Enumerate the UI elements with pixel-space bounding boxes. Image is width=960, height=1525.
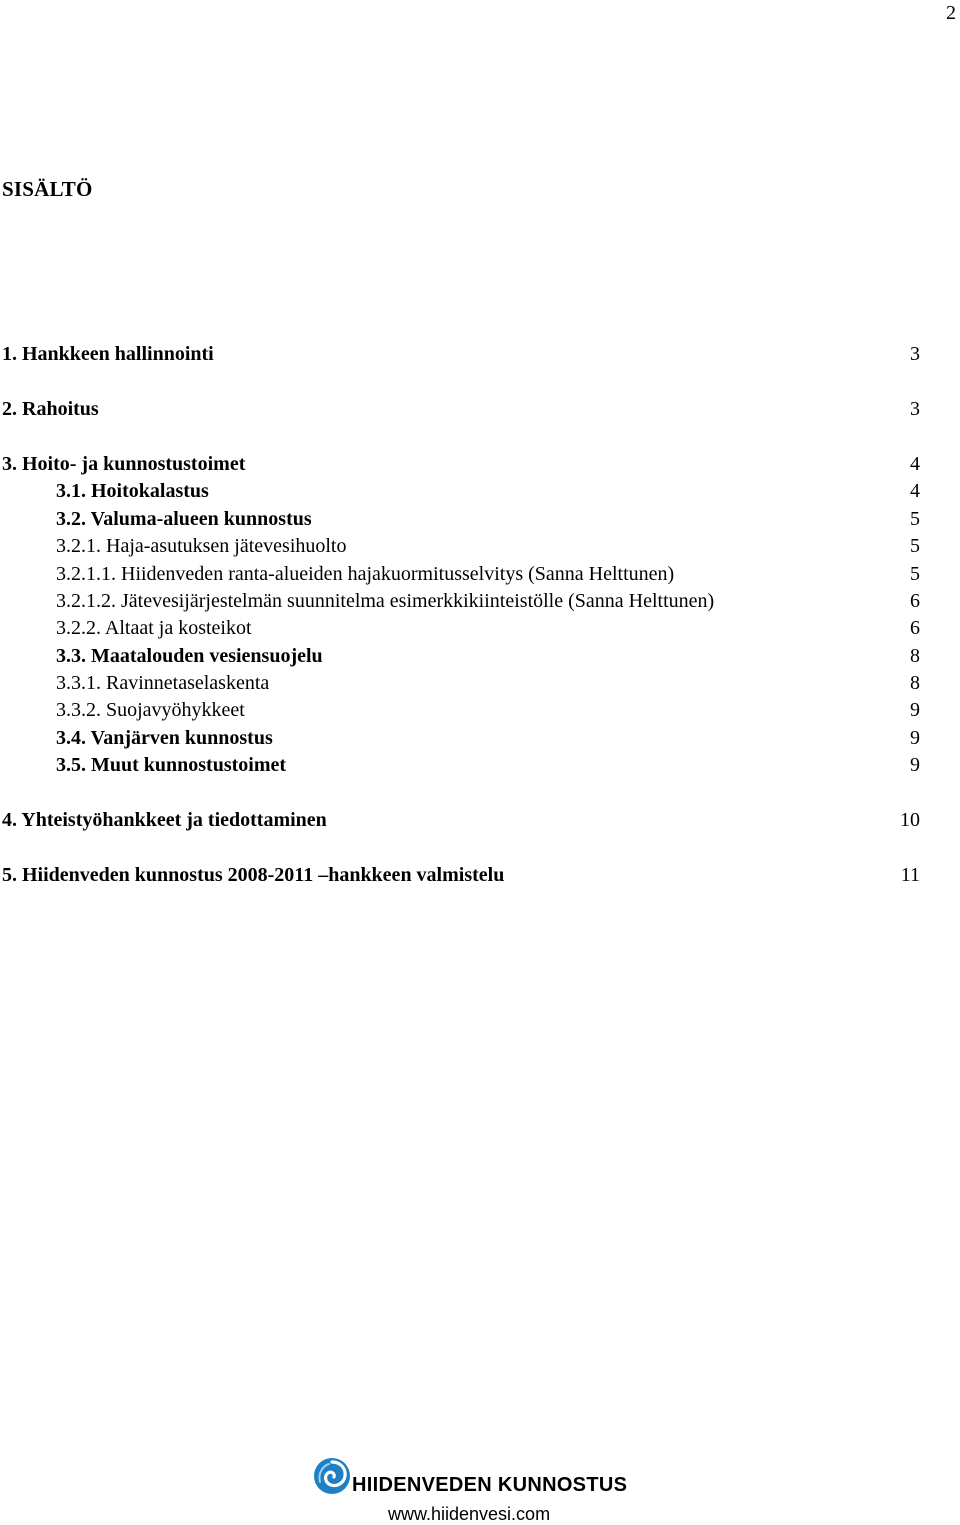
- toc-entry: [0, 478, 960, 505]
- toc-entry-label: 3.1. Hoitokalastus: [56, 480, 209, 503]
- toc-entry-page: 8: [910, 644, 920, 667]
- toc-entry-label: 3.4. Vanjärven kunnostus: [56, 726, 273, 749]
- toc-entry-label: 3. Hoito- ja kunnostustoimet: [2, 452, 246, 475]
- toc-entry: [0, 643, 960, 670]
- toc-entry: [0, 533, 960, 560]
- toc-entry-label: 3.3.1. Ravinnetaselaskenta: [56, 672, 270, 695]
- footer: [312, 1456, 652, 1524]
- toc-entry-label: 3.5. Muut kunnostustoimet: [56, 754, 287, 777]
- toc-entry-page: 8: [910, 672, 920, 695]
- toc-entry: [0, 341, 960, 368]
- toc-entry-label: 4. Yhteistyöhankkeet ja tiedottaminen: [2, 809, 327, 832]
- toc-entry: [0, 862, 960, 889]
- website-url: www.hiidenvesi.com: [388, 1504, 551, 1524]
- toc-entry: [0, 451, 960, 478]
- toc-entry-label: 3.2.1.2. Jätevesijärjestelmän suunnitelma esimerkkikiinteistölle (Sanna Helttunen): [56, 589, 715, 612]
- toc-entry-label: 3.2.2. Altaat ja kosteikot: [56, 617, 252, 640]
- toc-entry: [0, 670, 960, 697]
- toc-title: SISÄLTÖ: [2, 177, 93, 201]
- page-number: 2: [946, 2, 956, 24]
- logo-text: HIIDENVEDEN KUNNOSTUS: [352, 1474, 628, 1496]
- toc-entry-page: 3: [910, 343, 920, 365]
- toc-entry-page: 5: [910, 507, 920, 530]
- toc-entry-label: 3.3.2. Suojavyöhykkeet: [56, 699, 245, 722]
- toc-entry: [0, 752, 960, 779]
- toc-entry: [0, 561, 960, 588]
- toc-entry: [0, 807, 960, 834]
- toc-entry: [0, 725, 960, 752]
- toc-entry-page: 11: [900, 864, 920, 887]
- toc-entry-page: 6: [910, 617, 920, 640]
- toc-entry: [0, 697, 960, 724]
- toc-entry-label: 5. Hiidenveden kunnostus 2008-2011 –hankkeen valmistelu: [2, 864, 505, 887]
- toc-entry-page: 9: [910, 726, 920, 749]
- toc-entry: [0, 588, 960, 615]
- toc-entry-page: 9: [910, 754, 920, 777]
- toc-entry-label: 3.2. Valuma-alueen kunnostus: [56, 507, 312, 530]
- toc-entry-page: 4: [910, 480, 920, 503]
- toc-entry-label: 3.2.1. Haja-asutuksen jätevesihuolto: [56, 535, 347, 558]
- toc-entry-page: 10: [900, 809, 920, 832]
- toc-entry: [0, 396, 960, 423]
- toc-entry-label: 1. Hankkeen hallinnointi: [2, 343, 214, 365]
- toc-entry-label: 3.3. Maatalouden vesiensuojelu: [56, 644, 323, 667]
- toc-entry: [0, 615, 960, 642]
- toc-entry-page: 5: [910, 562, 920, 585]
- swirl-logo-icon: [312, 1456, 356, 1496]
- toc-entry: [0, 506, 960, 533]
- toc-entry-page: 6: [910, 589, 920, 612]
- toc-entry-page: 5: [910, 535, 920, 558]
- table-of-contents: [0, 341, 960, 890]
- toc-entry-page: 3: [910, 397, 920, 420]
- toc-entry-page: 4: [910, 452, 920, 475]
- toc-entry-label: 3.2.1.1. Hiidenveden ranta-alueiden hajakuormitusselvitys (Sanna Helttunen): [56, 562, 675, 585]
- toc-entry-label: 2. Rahoitus: [2, 397, 99, 420]
- toc-entry-page: 9: [910, 699, 920, 722]
